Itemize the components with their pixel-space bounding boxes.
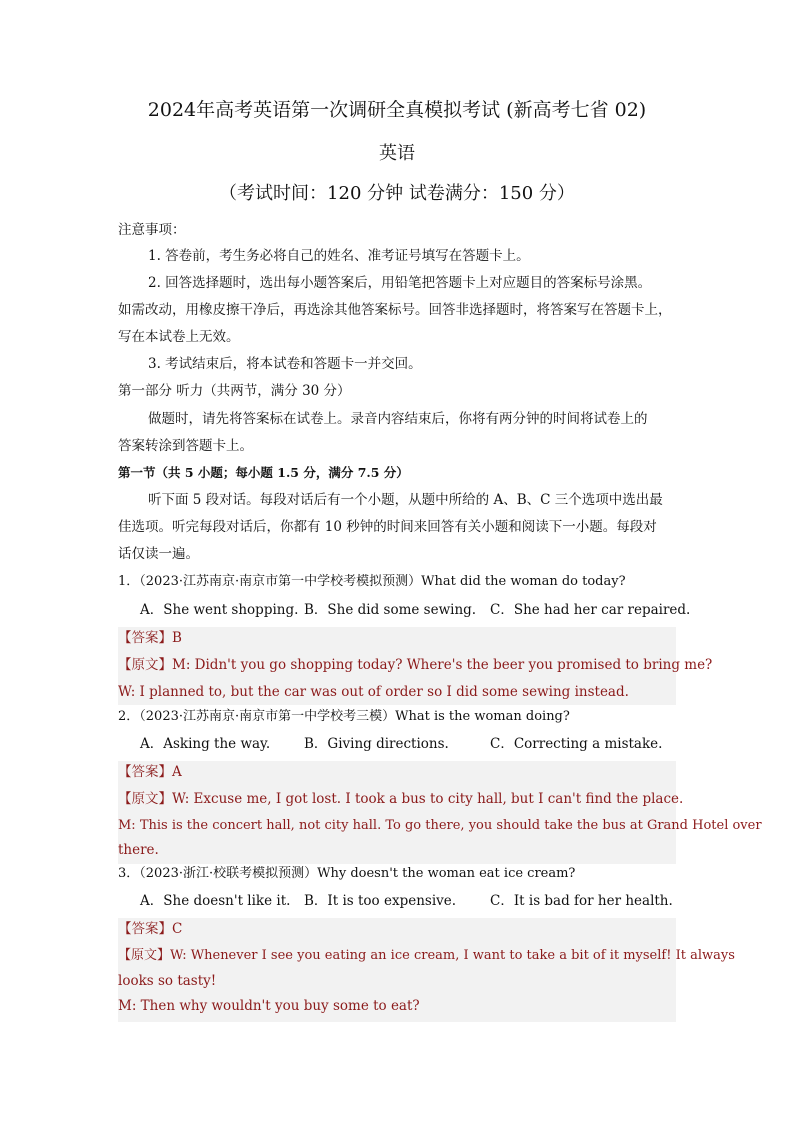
notice-item: 写在本试卷上无效。 xyxy=(118,329,240,345)
part1-instruction: 做题时，请先将答案标在试卷上。录音内容结束后，你将有两分钟的时间将试卷上的 xyxy=(148,411,648,427)
transcript-text: W: Whenever I see you eating an ice cream, I want to take a bit of it myself! It always xyxy=(170,948,735,963)
answer-label: 【答案】 xyxy=(118,630,172,646)
exam-time-info: （考试时间：120 分钟 试卷满分：150 分） xyxy=(219,183,575,204)
notice-heading: 注意事项： xyxy=(118,222,186,238)
transcript-text: M: Didn't you go shopping today? Where's the beer you promised to bring me? xyxy=(172,657,713,673)
answer-block xyxy=(118,627,713,705)
exam-title: 2024年高考英语第一次调研全真模拟考试 (新高考七省 02) xyxy=(147,99,647,121)
option-b: B．It is too expensive. xyxy=(304,893,457,909)
part1-heading: 第一部分 听力（共两节，满分 30 分） xyxy=(118,383,351,399)
notice-item: 3. 考试结束后，将本试卷和答题卡一并交回。 xyxy=(148,356,422,372)
transcript-label: 【原文】 xyxy=(118,657,172,673)
option-c: C．She had her car repaired. xyxy=(490,602,691,618)
transcript-text: W: I planned to, but the car was out of order so I did some sewing instead. xyxy=(118,684,629,700)
part1-instruction: 答案转涂到答题卡上。 xyxy=(118,438,253,454)
transcript-text: looks so tasty! xyxy=(118,973,217,989)
transcript-line xyxy=(118,946,735,966)
transcript-label: 【原文】 xyxy=(118,791,172,807)
notice-item: 如需改动，用橡皮擦干净后，再选涂其他答案标号。回答非选择题时，将答案写在答题卡上， xyxy=(118,302,672,318)
question-stem: 1．（2023·江苏南京·南京市第一中学校考模拟预测）What did the woman do today? xyxy=(118,574,626,589)
notice-item: 2. 回答选择题时，选出每小题答案后，用铅笔把答题卡上对应题目的答案标号涂黑。 xyxy=(148,275,652,291)
section1-instruction: 佳选项。听完每段对话后，你都有 10 秒钟的时间来回答有关小题和阅读下一小题。每段对 xyxy=(118,519,657,535)
answer-block xyxy=(118,918,735,1022)
transcript-line xyxy=(118,789,684,809)
notice-item: 1. 答卷前，考生务必将自己的姓名、准考证号填写在答题卡上。 xyxy=(148,248,530,264)
transcript-text: M: This is the concert hall, not city hall. To go there, you should take the bus at Grand Hotel over xyxy=(118,818,762,833)
section1-instruction: 听下面 5 段对话。每段对话后有一个小题，从题中所给的 A、B、C 三个选项中选出最 xyxy=(148,492,663,508)
section1-instruction: 话仅读一遍。 xyxy=(118,546,199,562)
question-stem: 2．（2023·江苏南京·南京市第一中学校考三模）What is the woman doing? xyxy=(118,709,570,724)
answer-value: B xyxy=(172,630,182,646)
transcript-text: there. xyxy=(118,842,159,858)
answer-line xyxy=(118,628,676,648)
option-a: A．She doesn't like it. xyxy=(140,893,291,909)
transcript-label: 【原文】 xyxy=(118,948,171,963)
option-c: C．Correcting a mistake. xyxy=(490,736,663,752)
answer-value: C xyxy=(172,921,183,937)
exam-subject: 英语 xyxy=(379,143,415,164)
option-a: A．She went shopping. xyxy=(140,602,299,618)
answer-line xyxy=(118,762,676,782)
answer-label: 【答案】 xyxy=(118,764,172,780)
transcript-line xyxy=(118,655,713,675)
answer-line xyxy=(118,919,676,939)
option-c: C．It is bad for her health. xyxy=(490,893,673,909)
option-b: B．Giving directions. xyxy=(304,736,449,752)
transcript-text: W: Excuse me, I got lost. I took a bus to city hall, but I can't find the place. xyxy=(172,791,684,807)
transcript-text: M: Then why wouldn't you buy some to eat? xyxy=(118,998,420,1014)
answer-value: A xyxy=(172,764,182,780)
answer-block xyxy=(118,761,762,864)
option-a: A．Asking the way. xyxy=(140,736,271,752)
answer-label: 【答案】 xyxy=(118,921,172,937)
option-b: B．She did some sewing. xyxy=(304,602,477,618)
question-stem: 3．（2023·浙江·校联考模拟预测）Why doesn't the woman eat ice cream? xyxy=(118,866,576,881)
section1-heading: 第一节（共 5 小题；每小题 1.5 分，满分 7.5 分） xyxy=(118,465,409,480)
